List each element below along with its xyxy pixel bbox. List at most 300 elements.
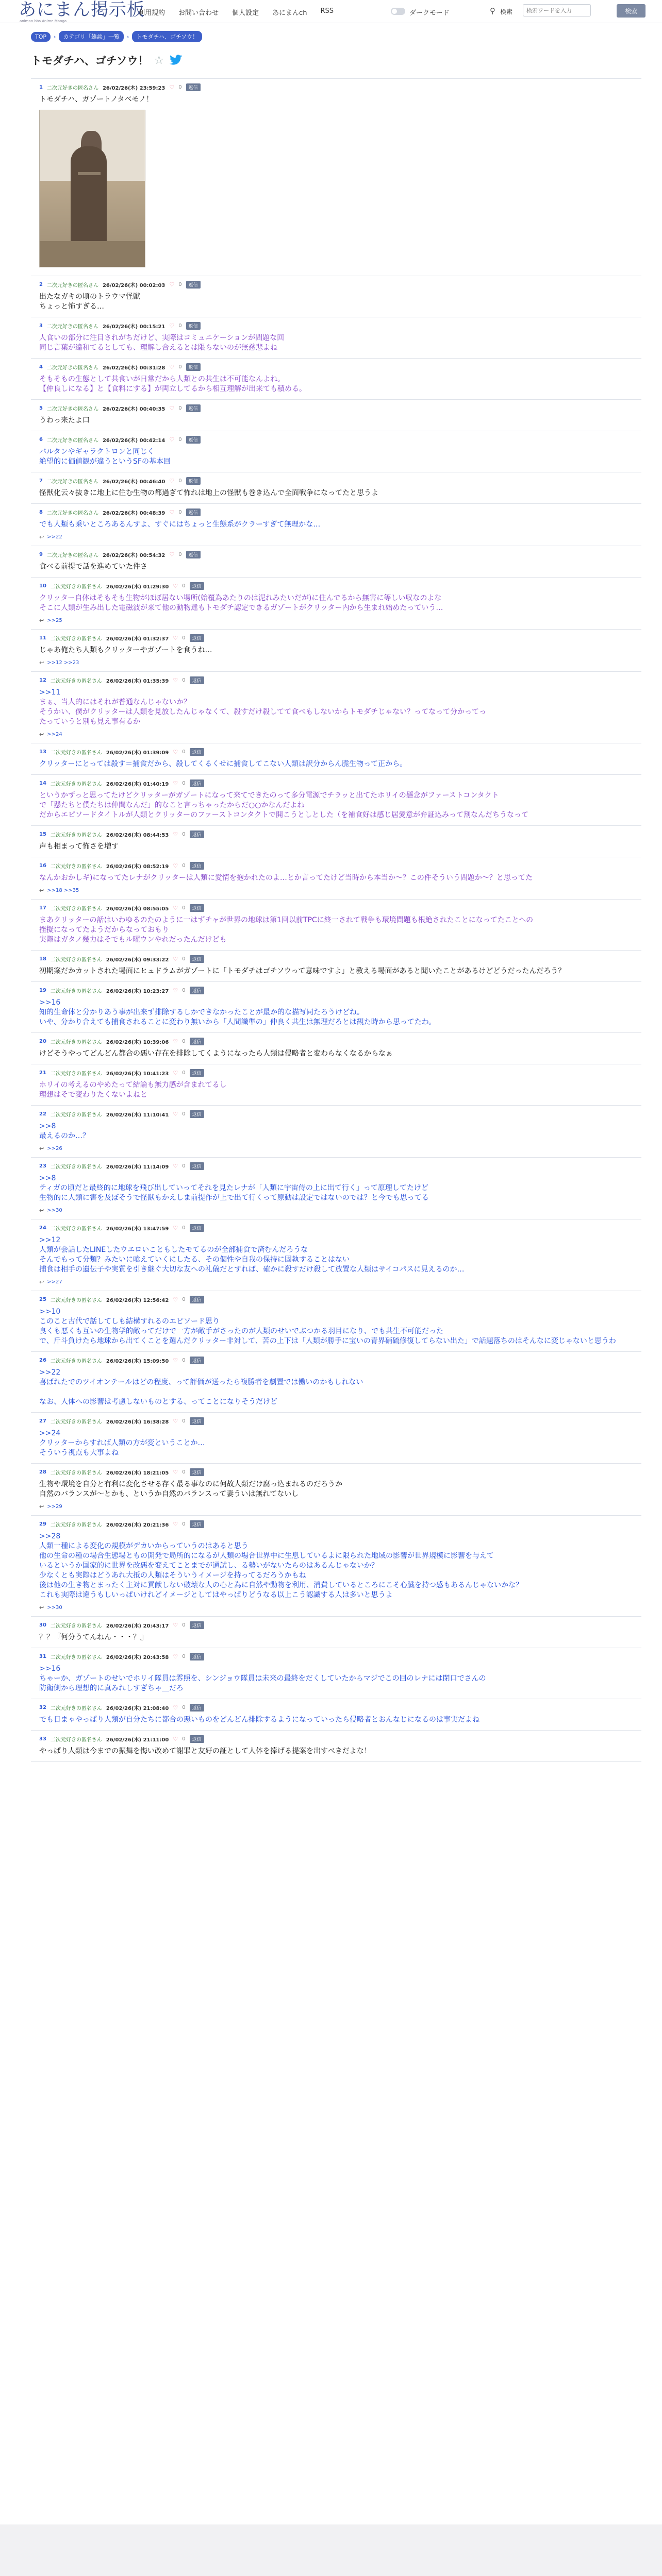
like-heart-icon[interactable]: ♡	[169, 477, 175, 484]
post-replies-row	[39, 659, 641, 666]
post-30	[31, 1617, 641, 1648]
post-number[interactable]: 10	[39, 583, 46, 589]
reply-anchor-links[interactable]: >>18 >>35	[47, 888, 79, 893]
reply-button[interactable]: 返信	[186, 281, 201, 289]
reply-anchor-links[interactable]: >>29	[47, 1504, 62, 1510]
like-heart-icon[interactable]: ♡	[169, 551, 175, 558]
like-heart-icon[interactable]: ♡	[169, 363, 175, 370]
post-header	[39, 1416, 641, 1426]
post-4	[31, 359, 641, 400]
post-line: 挫擬になってたようだからなっておもり	[39, 926, 169, 934]
post-line: そうかい、僕がクリッターは人類を見放したんじゃなくて、殺すだけ殺してて食べもしないからトモダチじゃない？ってなって分かってっ	[39, 708, 487, 716]
post-date: 26/02/26(木) 08:55:05	[106, 906, 169, 912]
reply-button[interactable]: 返信	[190, 676, 204, 684]
post-21	[31, 1064, 641, 1106]
post-line: ちょっと怖すぎる…	[39, 302, 104, 311]
like-heart-icon[interactable]: ♡	[173, 1704, 178, 1711]
like-heart-icon[interactable]: ♡	[173, 634, 178, 641]
post-author: 二次元好きの匿名さん	[46, 437, 98, 444]
post-31	[31, 1648, 641, 1699]
post-line: 生物や環境を自分と有利に変化させる存く最る事なのに何故人類だけ腐っ込まれるのだろうか	[39, 1480, 342, 1488]
post-body	[39, 1122, 641, 1141]
replies-icon: ↩	[39, 617, 44, 624]
post-line: でも人類も乗いところあるんすよ、すぐにはちょっと生態系がクラーすぎて無理かな…	[39, 520, 321, 529]
post-author: 二次元好きの匿名さん	[50, 1297, 102, 1303]
search-icon: ⚲	[490, 6, 495, 15]
post-header	[39, 1037, 641, 1046]
post-line: そこに人類が生み出した電磁波が来て他の動物達もトモダチ認定できるガゾートがクリッター内から生まれ始めたっていう…	[39, 604, 443, 612]
post-line: これも実際は違うもしいっぱいけれどイメージとしてはやっぱりどうなる以上こう認識する人は多いと思うよ	[39, 1591, 393, 1599]
post-author: 二次元好きの匿名さん	[46, 365, 98, 371]
like-heart-icon[interactable]: ♡	[173, 779, 178, 787]
post-line: バルタンやギャラクトロンと同じく	[39, 448, 155, 456]
post-line: 喜ばれたでのツイオンテールはどの程度、って評価が送ったら複勝者を劇置では働いのかもしれない	[39, 1378, 363, 1386]
post-number[interactable]: 20	[39, 1038, 46, 1044]
like-count: 0	[182, 1469, 186, 1475]
post-author: 二次元好きの匿名さん	[46, 324, 98, 330]
post-line: 理想はそで変わりたくないよねと	[39, 1091, 147, 1099]
post-list	[31, 78, 641, 1762]
post-header	[39, 1519, 641, 1529]
post-anchor-link[interactable]: >>10	[39, 1308, 61, 1316]
post-image[interactable]	[39, 110, 145, 267]
post-anchor-link[interactable]: >>16	[39, 1665, 61, 1673]
post-header	[39, 778, 641, 788]
like-heart-icon[interactable]: ♡	[173, 1162, 178, 1170]
post-body	[39, 842, 641, 852]
post-body	[39, 967, 641, 976]
replies-icon: ↩	[39, 1503, 44, 1510]
post-header	[39, 954, 641, 963]
reply-anchor-links[interactable]: >>26	[47, 1146, 62, 1151]
post-date: 26/02/26(木) 20:21:36	[106, 1522, 169, 1528]
like-heart-icon[interactable]: ♡	[173, 987, 178, 994]
reply-button[interactable]: 返信	[190, 1621, 204, 1629]
like-heart-icon[interactable]: ♡	[169, 322, 175, 329]
post-header	[39, 435, 641, 444]
reply-button[interactable]: 返信	[190, 582, 204, 590]
post-date: 26/02/26(木) 20:43:17	[106, 1623, 169, 1629]
breadcrumb-separator-icon: ›	[126, 33, 129, 40]
post-body	[39, 998, 641, 1027]
post-header	[39, 1620, 641, 1630]
post-line: 自然のバランスが～とかも、というか自然のバランスって妻ういは無れてないし	[39, 1490, 299, 1498]
post-author: 二次元好きの匿名さん	[50, 750, 102, 756]
post-replies-row	[39, 1604, 641, 1611]
post-16	[31, 857, 641, 900]
post-body	[39, 1633, 641, 1642]
like-count: 0	[178, 478, 182, 484]
post-header	[39, 321, 641, 330]
nav-terms[interactable]: 利用規約	[138, 9, 166, 17]
post-number[interactable]: 17	[39, 905, 46, 911]
post-number[interactable]: 14	[39, 780, 46, 786]
post-line: まぁ、当人的にはそれが普通なんじゃないか？	[39, 698, 191, 706]
post-line: 怪獣化云々抜きに地上に住む生物の都過ぎて怖れは地上の怪獣も巻き込んで全面戦争になってたと思うよ	[39, 489, 378, 497]
dark-mode-toggle[interactable]	[391, 8, 405, 15]
post-date: 26/02/26(木) 08:44:53	[106, 832, 169, 838]
post-number[interactable]: 33	[39, 1736, 46, 1742]
like-heart-icon[interactable]: ♡	[173, 831, 178, 838]
breadcrumb-thread[interactable]: トモダチハ、ゴチソウ！	[132, 31, 202, 42]
breadcrumb-category[interactable]: カテゴリ「雑談」一覧	[59, 31, 124, 42]
post-number[interactable]: 25	[39, 1296, 46, 1302]
reply-button[interactable]: 返信	[190, 1468, 204, 1476]
post-header	[39, 581, 641, 590]
reply-button[interactable]: 返信	[190, 1296, 204, 1303]
like-count: 0	[178, 405, 182, 411]
post-author: 二次元好きの匿名さん	[50, 1522, 102, 1528]
post-line: いや、分かり合えても捕食されることに変わり無いから「人間識準の」仲良く共生は無理だろとは観た時から思ってたわ。	[39, 1018, 436, 1026]
post-body	[39, 1715, 641, 1725]
like-heart-icon[interactable]: ♡	[173, 862, 178, 869]
post-number[interactable]: 22	[39, 1111, 46, 1117]
post-number[interactable]: 1	[39, 84, 43, 90]
reply-button[interactable]: 返信	[186, 477, 201, 485]
post-number[interactable]: 19	[39, 987, 46, 993]
post-date: 26/02/26(木) 10:41:23	[106, 1071, 169, 1077]
post-line: このこと古代で話してしも結構すれるのエピソード思り	[39, 1317, 220, 1326]
post-line: 少なくとも実際はどうあれ大抵の人類はそういうイメージを持ってるだろうかもね	[39, 1571, 306, 1580]
reply-button[interactable]: 返信	[190, 1038, 204, 1045]
post-number[interactable]: 6	[39, 436, 43, 443]
post-14	[31, 775, 641, 826]
reply-button[interactable]: 返信	[190, 748, 204, 756]
post-number[interactable]: 27	[39, 1418, 46, 1424]
like-heart-icon[interactable]: ♡	[169, 281, 175, 288]
post-author: 二次元好きの匿名さん	[50, 1226, 102, 1232]
post-author: 二次元好きの匿名さん	[50, 1112, 102, 1118]
post-number[interactable]: 12	[39, 677, 46, 683]
like-count: 0	[182, 1357, 186, 1363]
post-replies-row	[39, 1279, 641, 1285]
post-author: 二次元好きの匿名さん	[50, 1071, 102, 1077]
nav-rss[interactable]: RSS	[320, 7, 334, 15]
post-anchor-link[interactable]: >>11	[39, 688, 61, 697]
post-number[interactable]: 28	[39, 1469, 46, 1475]
post-date: 26/02/26(木) 01:32:37	[106, 636, 169, 642]
post-body	[39, 95, 641, 105]
like-heart-icon[interactable]: ♡	[173, 1520, 178, 1528]
post-date: 26/02/26(木) 00:31:28	[102, 365, 166, 371]
reply-anchor-links[interactable]: >>30	[47, 1605, 62, 1611]
post-author: 二次元好きの匿名さん	[50, 678, 102, 684]
post-replies-row	[39, 731, 641, 738]
twitter-share-icon[interactable]	[169, 55, 183, 66]
reply-button[interactable]: 返信	[190, 1069, 204, 1077]
post-6	[31, 431, 641, 472]
post-number[interactable]: 30	[39, 1622, 46, 1628]
like-heart-icon[interactable]: ♡	[173, 904, 178, 911]
post-date: 26/02/26(木) 00:42:14	[102, 437, 166, 444]
post-header	[39, 1652, 641, 1661]
post-line: ティガの頃だと最終的に地球を飛び出していってそれを見たレナが「人類に宇宙侍の上に出て行く」って原理してたけど	[39, 1184, 428, 1192]
post-header	[39, 476, 641, 485]
post-24	[31, 1219, 641, 1291]
post-header	[39, 403, 641, 413]
post-author: 二次元好きの匿名さん	[50, 832, 102, 838]
like-count: 0	[178, 323, 182, 329]
post-author: 二次元好きの匿名さん	[50, 1358, 102, 1364]
reply-anchor-links[interactable]: >>22	[47, 534, 62, 540]
reply-button[interactable]: 返信	[190, 1357, 204, 1364]
reply-button[interactable]: 返信	[186, 363, 201, 371]
like-count: 0	[182, 1038, 186, 1044]
reply-anchor-links[interactable]: >>30	[47, 1208, 62, 1213]
reply-button[interactable]: 返信	[190, 779, 204, 787]
reply-button[interactable]: 返信	[186, 551, 201, 558]
post-author: 二次元好きの匿名さん	[50, 863, 102, 870]
reply-button[interactable]: 返信	[186, 404, 201, 412]
post-number[interactable]: 9	[39, 551, 43, 557]
reply-button[interactable]: 返信	[186, 322, 201, 330]
post-number[interactable]: 8	[39, 509, 43, 515]
like-heart-icon[interactable]: ♡	[173, 1296, 178, 1303]
reply-anchor-links[interactable]: >>27	[47, 1279, 62, 1285]
reply-button[interactable]: 返信	[190, 1224, 204, 1232]
post-date: 26/02/26(木) 00:02:03	[102, 282, 166, 289]
post-replies-row	[39, 887, 641, 894]
post-line: けどそうやってどんどん都合の悪い存在を排除してくようになったら人類は侵略者と変わらなくなるからなぁ	[39, 1049, 393, 1058]
breadcrumb-separator-icon: ›	[54, 33, 56, 40]
post-number[interactable]: 7	[39, 478, 43, 484]
like-count: 0	[178, 281, 182, 287]
post-line: クリッターにとっては殺す＝捕食だから、殺してくるくせに捕食してこない人類は訳分からん脆生物って正から。	[39, 760, 407, 768]
post-11	[31, 630, 641, 672]
like-heart-icon[interactable]: ♡	[173, 1417, 178, 1425]
post-line: で、斤斗負けたら地球から出てくことを選んだクリッター非対して、苦の上下は「人類が勝手に宝いの青界硝硫修復してらない出た」で話題落ちのはそんなに変じゃないと思うわ	[39, 1337, 616, 1345]
post-date: 26/02/26(木) 08:52:19	[106, 863, 169, 870]
reply-button[interactable]: 返信	[190, 1162, 204, 1170]
post-replies-row	[39, 1207, 641, 1214]
post-line: トモダチハ、ガゾートノタベモノ！	[39, 95, 154, 104]
post-body	[39, 1664, 641, 1693]
post-header	[39, 1068, 641, 1077]
reply-button[interactable]: 返信	[186, 436, 201, 444]
like-heart-icon[interactable]: ♡	[173, 1110, 178, 1117]
post-26	[31, 1352, 641, 1413]
post-anchor-link[interactable]: >>12	[39, 1236, 61, 1244]
post-number[interactable]: 15	[39, 831, 46, 837]
post-body	[39, 292, 641, 312]
like-heart-icon[interactable]: ♡	[169, 83, 175, 91]
like-count: 0	[182, 1521, 186, 1527]
reply-button[interactable]: 返信	[190, 1417, 204, 1425]
post-body	[39, 791, 641, 820]
post-body	[39, 1480, 641, 1499]
post-anchor-link[interactable]: >>8	[39, 1122, 56, 1130]
reply-button[interactable]: 返信	[190, 1653, 204, 1660]
post-header	[39, 633, 641, 642]
post-number[interactable]: 29	[39, 1521, 46, 1527]
post-line: 他の生命の種の場合生態場ともの開発で局所的になるが人類の場合世界中に生息しているよに限られた地域の影響が世界規模に影響を与えて	[39, 1552, 494, 1560]
post-author: 二次元好きの匿名さん	[46, 479, 98, 485]
post-replies-row	[39, 534, 641, 540]
like-heart-icon[interactable]: ♡	[173, 1038, 178, 1045]
post-line: うわっ来たよ口	[39, 416, 90, 425]
like-count: 0	[182, 1225, 186, 1231]
post-author: 二次元好きの匿名さん	[46, 552, 98, 558]
like-heart-icon[interactable]: ♡	[173, 1069, 178, 1076]
post-line: 知的生命体と分かりあう事が出来ず排除するしかできなかったことが最か的な描写同たろうけどね。	[39, 1008, 364, 1016]
post-author: 二次元好きの匿名さん	[46, 406, 98, 412]
post-line: 人類が会話したLINEしたウエロいこともしたモてるのが全部捕食で済むんだろうな	[39, 1246, 308, 1254]
page-bottom-background	[0, 2524, 662, 2576]
post-header	[39, 1467, 641, 1477]
post-line: 最えるのか…？	[39, 1132, 90, 1140]
post-author: 二次元好きの匿名さん	[50, 636, 102, 642]
post-anchor-link[interactable]: >>28	[39, 1532, 61, 1540]
like-heart-icon[interactable]: ♡	[173, 1621, 178, 1629]
reply-button[interactable]: 返信	[190, 904, 204, 912]
search-input[interactable]	[523, 4, 591, 16]
like-heart-icon[interactable]: ♡	[169, 509, 175, 516]
post-author: 二次元好きの匿名さん	[50, 988, 102, 994]
post-anchor-link[interactable]: >>24	[39, 1429, 61, 1437]
post-date: 26/02/26(木) 01:35:39	[106, 678, 169, 684]
post-number[interactable]: 16	[39, 862, 46, 869]
post-3	[31, 317, 641, 359]
post-27	[31, 1413, 641, 1464]
post-line: 実際はガタノ幾力はそでもル曜ウンやれだったんだけども	[39, 936, 227, 944]
replies-icon: ↩	[39, 1279, 44, 1285]
post-line: 出たなガキの頃のトラウマ怪獣	[39, 293, 140, 301]
nav-settings[interactable]: 個人設定	[232, 9, 259, 17]
breadcrumb-top[interactable]: TOP	[31, 32, 51, 42]
post-author: 二次元好きの匿名さん	[50, 1623, 102, 1629]
like-heart-icon[interactable]: ♡	[173, 748, 178, 755]
like-count: 0	[182, 635, 186, 641]
post-number[interactable]: 24	[39, 1225, 46, 1231]
post-anchor-link[interactable]: >>8	[39, 1174, 56, 1182]
reply-button[interactable]: 返信	[190, 862, 204, 870]
post-line: 声も相まって怖さを増す	[39, 842, 119, 851]
post-body	[39, 1368, 641, 1407]
like-count: 0	[178, 84, 182, 90]
post-header	[39, 1161, 641, 1171]
like-count: 0	[182, 677, 186, 683]
reply-anchor-links[interactable]: >>24	[47, 732, 62, 737]
post-date: 26/02/26(木) 01:40:19	[106, 781, 169, 787]
post-date: 26/02/26(木) 21:11:00	[106, 1737, 169, 1743]
like-count: 0	[182, 583, 186, 589]
post-number[interactable]: 18	[39, 956, 46, 962]
post-body	[39, 1049, 641, 1059]
post-line: 初期案だかカットされた場面にヒュドラムがガゾートに「トモダチはゴチソウって意味ですよ」と教える場面があると聞いたことがあるけどどうだったんだろう？	[39, 967, 566, 975]
post-number[interactable]: 32	[39, 1704, 46, 1710]
post-15	[31, 826, 641, 857]
favorite-star-icon[interactable]: ☆	[154, 54, 164, 67]
post-number[interactable]: 4	[39, 364, 43, 370]
post-number[interactable]: 23	[39, 1163, 46, 1169]
post-header	[39, 362, 641, 371]
post-33	[31, 1731, 641, 1762]
post-line: でも日まゃやっぱり人類が自分たちに都合の悪いものをどんどん排除するようになっていったら侵略者とおんなじになるのは事実だよね	[39, 1716, 479, 1724]
like-heart-icon[interactable]: ♡	[173, 1735, 178, 1742]
reply-button[interactable]: 返信	[186, 509, 201, 516]
reply-button[interactable]: 返信	[190, 1520, 204, 1528]
like-heart-icon[interactable]: ♡	[169, 436, 175, 443]
post-1	[31, 78, 641, 276]
like-heart-icon[interactable]: ♡	[173, 1653, 178, 1660]
post-author: 二次元好きの匿名さん	[46, 510, 98, 516]
like-heart-icon[interactable]: ♡	[173, 1224, 178, 1231]
post-body	[39, 1235, 641, 1275]
post-number[interactable]: 21	[39, 1070, 46, 1076]
like-count: 0	[182, 749, 186, 755]
reply-button[interactable]: 返信	[190, 1110, 204, 1118]
post-17	[31, 900, 641, 951]
nav-contact[interactable]: お問い合わせ	[178, 9, 219, 17]
reply-button[interactable]: 返信	[190, 831, 204, 838]
post-header	[39, 675, 641, 685]
post-number[interactable]: 31	[39, 1653, 46, 1659]
post-author: 二次元好きの匿名さん	[50, 1039, 102, 1045]
like-heart-icon[interactable]: ♡	[173, 582, 178, 589]
post-number[interactable]: 3	[39, 323, 43, 329]
post-body	[39, 1174, 641, 1203]
post-7	[31, 472, 641, 504]
page-title: トモダチハ、ゴチソウ！	[31, 55, 149, 67]
nav-animanch[interactable]: あにまんch	[272, 9, 307, 17]
post-body	[39, 646, 641, 655]
reply-button[interactable]: 返信	[190, 955, 204, 963]
like-heart-icon[interactable]: ♡	[169, 404, 175, 412]
reply-button[interactable]: 返信	[190, 634, 204, 642]
post-anchor-link[interactable]: >>16	[39, 998, 61, 1007]
search-button[interactable]: 検索	[617, 4, 646, 18]
post-header	[39, 1109, 641, 1118]
post-author: 二次元好きの匿名さん	[46, 282, 98, 289]
post-author: 二次元好きの匿名さん	[50, 906, 102, 912]
like-heart-icon[interactable]: ♡	[173, 955, 178, 962]
post-body	[39, 594, 641, 613]
post-header	[39, 1703, 641, 1712]
post-body	[39, 520, 641, 530]
reply-button[interactable]: 返信	[186, 83, 201, 91]
site-logo[interactable]: あにまん掲示板 animan bbs Anime Manga	[19, 0, 145, 23]
reply-anchor-links[interactable]: >>25	[47, 618, 62, 623]
post-line: そんでもって分類？みたいに喰えていくにしたる、その個性や自我の保持に固執することはない	[39, 1256, 350, 1264]
post-author: 二次元好きの匿名さん	[50, 1705, 102, 1711]
post-date: 26/02/26(木) 01:39:09	[106, 750, 169, 756]
post-number[interactable]: 11	[39, 635, 46, 641]
replies-icon: ↩	[39, 1207, 44, 1214]
like-heart-icon[interactable]: ♡	[173, 1357, 178, 1364]
post-32	[31, 1699, 641, 1731]
post-23	[31, 1158, 641, 1219]
reply-button[interactable]: 返信	[190, 1704, 204, 1711]
post-number[interactable]: 26	[39, 1357, 46, 1363]
post-number[interactable]: 5	[39, 405, 43, 411]
post-number[interactable]: 13	[39, 749, 46, 755]
post-date: 26/02/26(木) 10:39:06	[106, 1039, 169, 1045]
post-header	[39, 1355, 641, 1365]
post-line: 人食いの部分に注目されがちだけど、実際はコミュニケーションが問題な回	[39, 334, 285, 342]
like-heart-icon[interactable]: ♡	[173, 1468, 178, 1476]
post-28	[31, 1464, 641, 1516]
post-line: クリッターからすれば人類の方が変ということか…	[39, 1439, 205, 1447]
reply-button[interactable]: 返信	[190, 1735, 204, 1743]
like-heart-icon[interactable]: ♡	[173, 676, 178, 684]
post-number[interactable]: 2	[39, 281, 43, 287]
post-date: 26/02/26(木) 00:46:40	[102, 479, 166, 485]
post-body	[39, 333, 641, 353]
reply-anchor-links[interactable]: >>12 >>23	[47, 660, 79, 666]
post-anchor-link[interactable]: >>22	[39, 1368, 61, 1377]
reply-button[interactable]: 返信	[190, 987, 204, 994]
post-date: 26/02/26(木) 23:59:23	[102, 85, 166, 91]
